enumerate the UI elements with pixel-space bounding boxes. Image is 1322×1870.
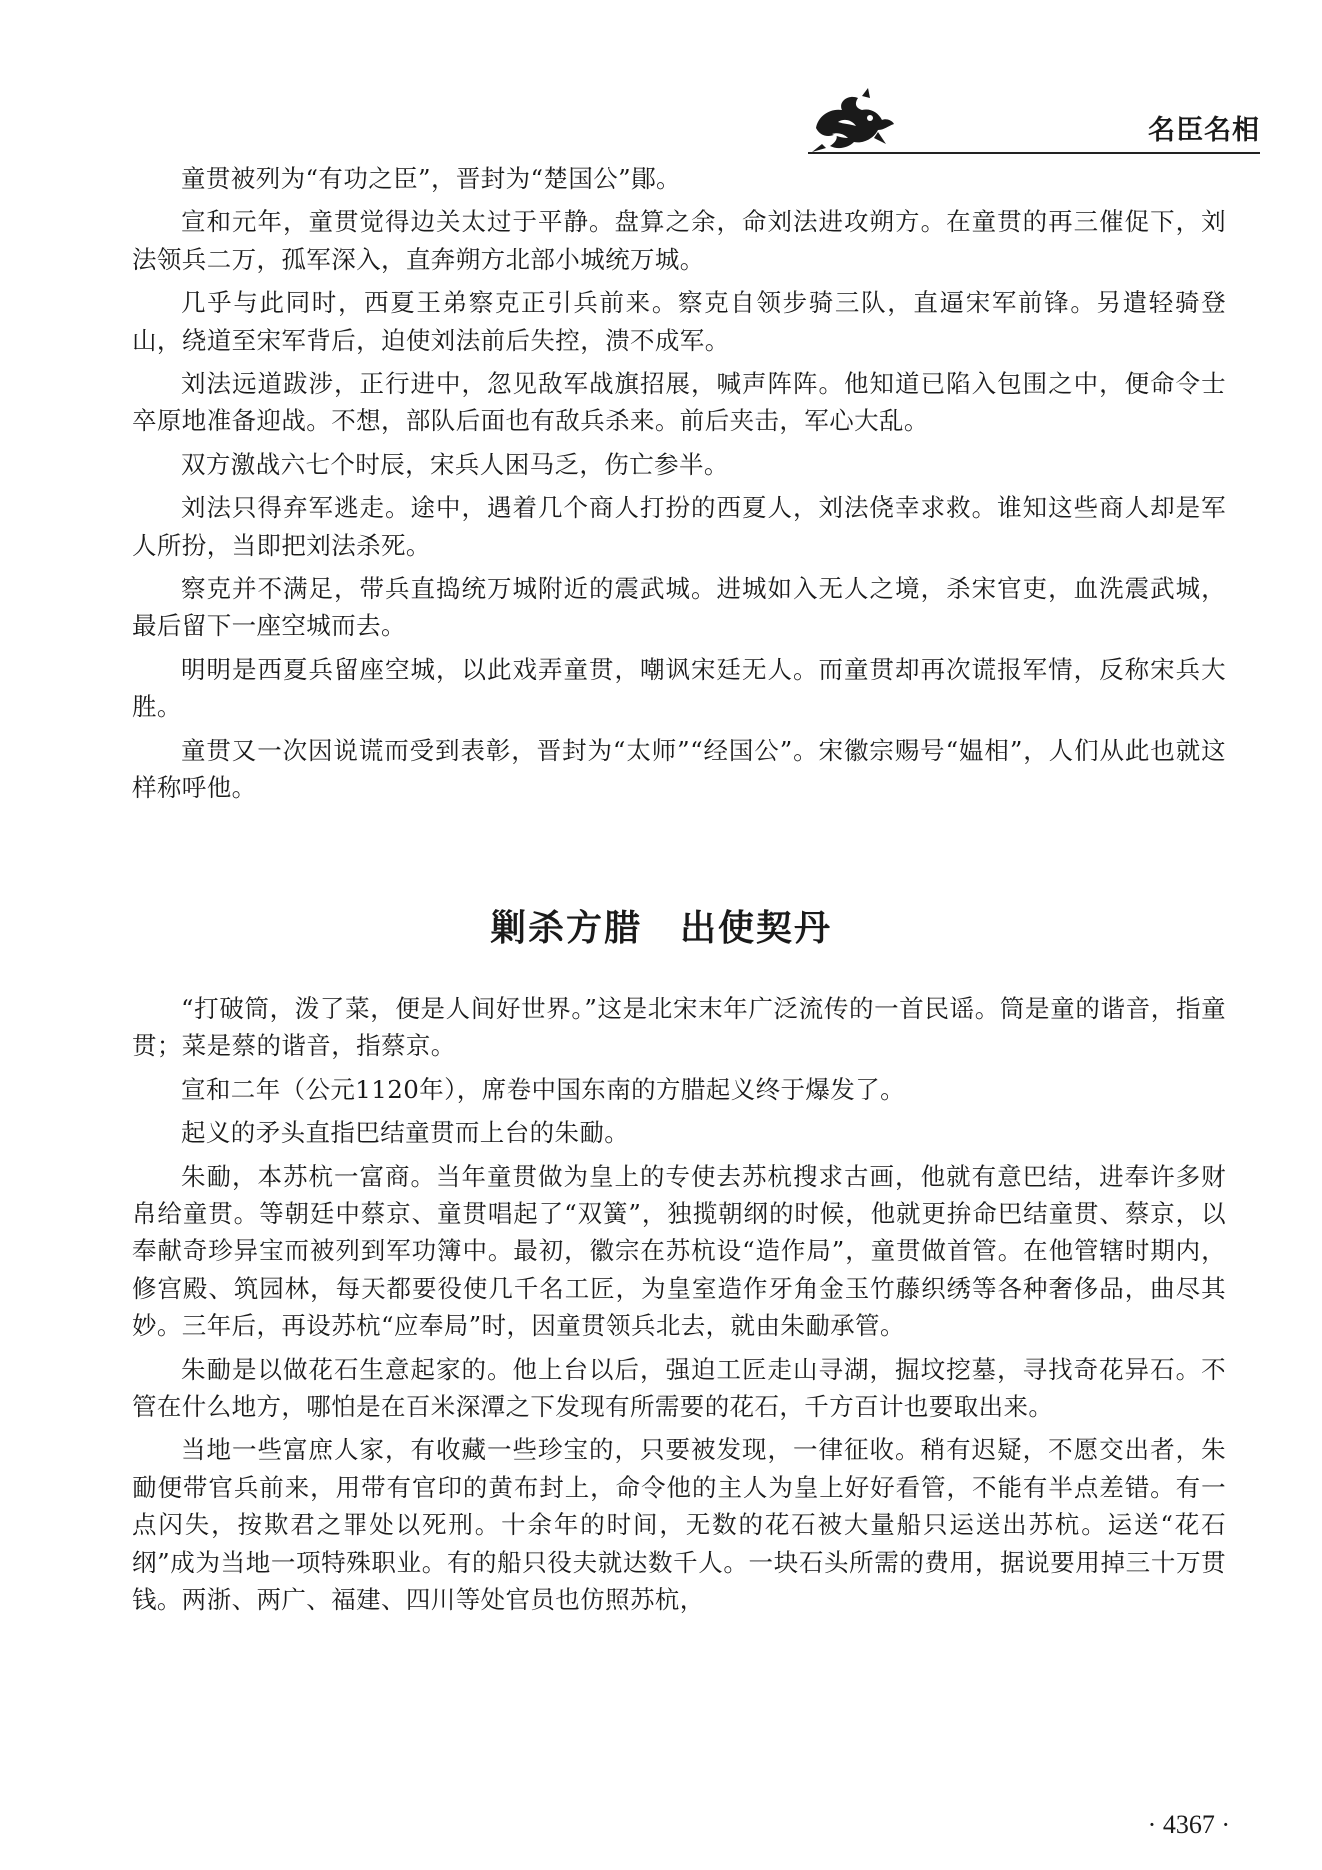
section-heading: 剿杀方腊 出使契丹 <box>489 908 832 949</box>
section-2-text <box>132 990 1226 1625</box>
paragraph: “打破筒，泼了菜，便是人间好世界。”这是北宋末年广泛流传的一首民谣。筒是童的谐音，指童贯；菜是蔡的谐音，指蔡京。 <box>132 994 1226 1061</box>
page-number: · 4367 · <box>1147 1810 1230 1839</box>
paragraph: 起义的矛头直指巴结童贯而上台的朱勔。 <box>181 1118 630 1148</box>
paragraph: 刘法远道跋涉，正行进中，忽见敌军战旗招展，喊声阵阵。他知道已陷入包围之中，便命令士卒原地准备迎战。不想，部队后面也有敌兵杀来。前后夹击，军心大乱。 <box>132 369 1226 436</box>
section-1-text <box>132 160 1226 813</box>
paragraph: 明明是西夏兵留座空城，以此戏弄童贯，嘲讽宋廷无人。而童贯却再次谎报军情，反称宋兵大胜。 <box>132 654 1226 722</box>
paragraph: 朱勔是以做花石生意起家的。他上台以后，强迫工匠走山寻湖，掘坟挖墓，寻找奇花异石。不管在什么地方，哪怕是在百米深潭之下发现有所需要的花石，千方百计也要取出来。 <box>132 1354 1226 1422</box>
header-rule <box>808 152 1260 154</box>
paragraph: 朱勔，本苏杭一富商。当年童贯做为皇上的专使去苏杭搜求古画，他就有意巴结，进奉许多财帛给童贯。等朝廷中蔡京、童贯唱起了“双簧”，独揽朝纲的时候，他就更拚命巴结童贯、蔡京，以奉献奇珍异宝而被列到军功簿中。最初，徽宗在苏杭设“造作局”，童贯做首管。在他管辖时期内，修宫殿、筑园林，每天都要役使几千名工匠，为皇室造作牙角金玉竹藤织绣等各种奢侈品，曲尽其妙。三年后，再设苏杭“应奉局”时，因童贯领兵北去，就由朱勔承管。 <box>132 1161 1226 1341</box>
header-title: 名臣名相 <box>1148 115 1260 146</box>
dragon-logo-icon <box>808 88 898 154</box>
paragraph: 双方激战六七个时辰，宋兵人困马乏，伤亡参半。 <box>181 449 729 479</box>
paragraph: 几乎与此同时，西夏王弟察克正引兵前来。察克自领步骑三队，直逼宋军前锋。另遣轻骑登山，绕道至宋军背后，迫使刘法前后失控，溃不成军。 <box>132 288 1226 355</box>
page-header <box>0 0 1322 160</box>
paragraph: 童贯被列为“有功之臣”，晋封为“楚国公”鄖。 <box>181 164 681 193</box>
paragraph: 当地一些富庶人家，有收藏一些珍宝的，只要被发现，一律征收。稍有迟疑，不愿交出者，朱勔便带官兵前来，用带有官印的黄布封上，命令他的主人为皇上好好看管，不能有半点差错。有一点闪失，按欺君之罪处以死刑。十余年的时间，无数的花石被大量船只运送出苏杭。运送“花石纲”成为当地一项特殊职业。有的船只役夫就达数千人。一块石头所需的费用，据说要用掉三十万贯钱。两浙、两广、福建、四川等处官员也仿照苏杭， <box>132 1435 1226 1615</box>
paragraph: 宣和元年，童贯觉得边关太过于平静。盘算之余，命刘法进攻朔方。在童贯的再三催促下，刘法领兵二万，孤军深入，直奔朔方北部小城统万城。 <box>132 207 1226 274</box>
paragraph: 察克并不满足，带兵直捣统万城附近的震武城。进城如入无人之境，杀宋官吏，血洗震武城，最后留下一座空城而去。 <box>132 574 1226 641</box>
paragraph: 宣和二年（公元1120年），席卷中国东南的方腊起义终于爆发了。 <box>181 1074 905 1104</box>
paragraph: 刘法只得弃军逃走。途中，遇着几个商人打扮的西夏人，刘法侥幸求救。谁知这些商人却是军人所扮，当即把刘法杀死。 <box>132 493 1226 560</box>
paragraph: 童贯又一次因说谎而受到表彰，晋封为“太师”“经国公”。宋徽宗赐号“媪相”，人们从此也就这样称呼他。 <box>132 735 1226 803</box>
